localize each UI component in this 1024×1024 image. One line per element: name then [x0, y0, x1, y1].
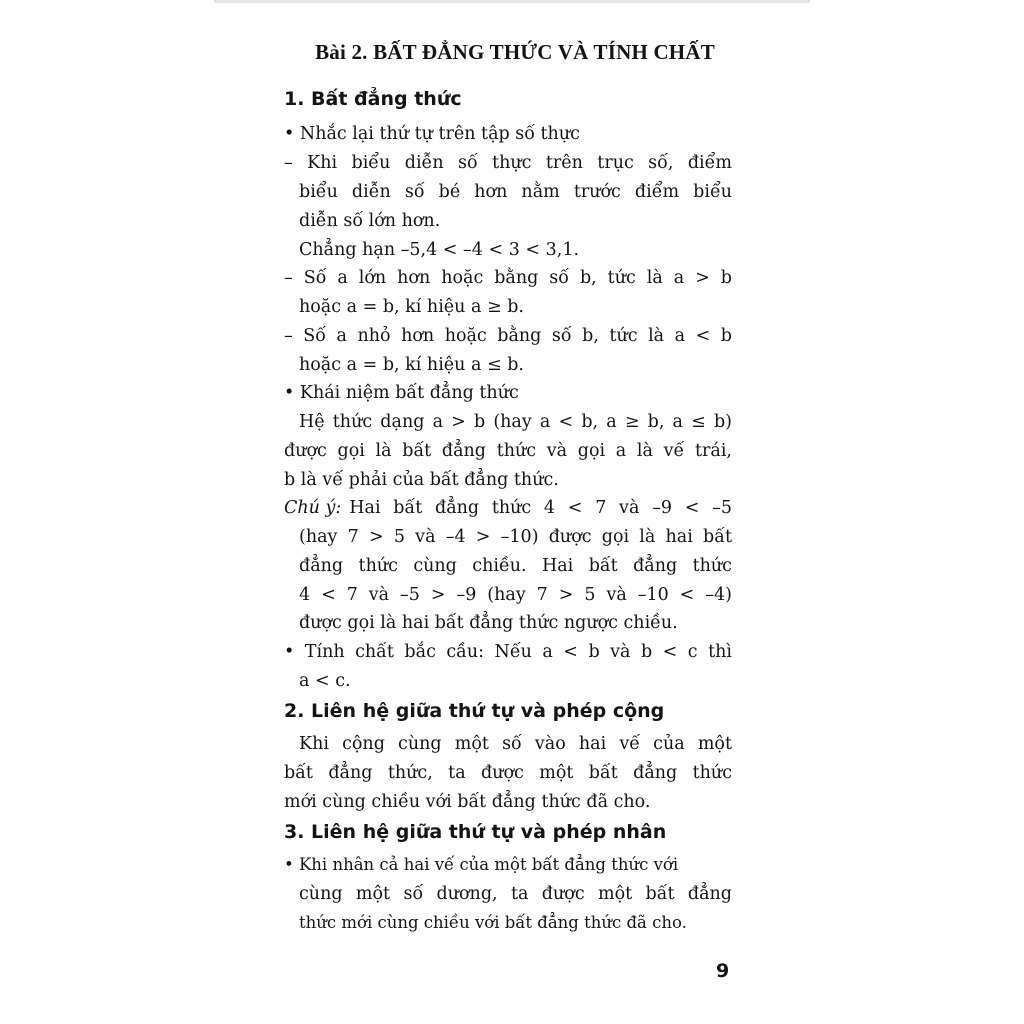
s1-line-11: Hệ thức dạng a > b (hay a < b, a ≥ b, a ≤ b) [299, 412, 732, 432]
section-3-heading: 3. Liên hệ giữa thứ tự và phép nhân [284, 821, 667, 843]
s1-line-8: – Số a nhỏ hơn hoặc bằng số b, tức là a < b [284, 326, 732, 346]
s3-line-2: cùng một số dương, ta được một bất đẳng [299, 884, 732, 904]
section-2-heading: 2. Liên hệ giữa thứ tự và phép cộng [284, 700, 665, 722]
s1-line-5: Chẳng hạn –5,4 < –4 < 3 < 3,1. [299, 240, 580, 260]
lesson-title: Bài 2. BẤT ĐẲNG THỨC VÀ TÍNH CHẤT [315, 40, 715, 64]
s1-line-13: b là vế phải của bất đẳng thức. [284, 470, 559, 490]
s1-line-4: diễn số lớn hơn. [299, 211, 441, 231]
s1-line-3: biểu diễn số bé hơn nằm trước điểm biểu [299, 182, 732, 202]
s1-line-6: – Số a lớn hơn hoặc bằng số b, tức là a > b [284, 268, 732, 288]
s1-note-row [284, 496, 732, 520]
s1-line-10: • Khái niệm bất đẳng thức [284, 383, 519, 403]
s2-line-1: Khi cộng cùng một số vào hai vế của một [299, 734, 732, 754]
s1-line-12: được gọi là bất đẳng thức và gọi a là vế trái, [284, 441, 732, 461]
s3-line-1: • Khi nhân cả hai vế của một bất đẳng thức với [284, 855, 679, 874]
section-1-heading: 1. Bất đẳng thức [284, 88, 462, 110]
note-label: Chú ý: [284, 498, 342, 518]
s1-line-17: 4 < 7 và –5 > –9 (hay 7 > 5 và –10 < –4) [299, 585, 732, 605]
s1-line-18: được gọi là hai bất đẳng thức ngược chiều. [299, 613, 678, 633]
s1-line-19: • Tính chất bắc cầu: Nếu a < b và b < c thì [284, 642, 732, 662]
s3-line-3: thức mới cùng chiều với bất đẳng thức đã cho. [299, 913, 687, 932]
s1-line-7: hoặc a = b, kí hiệu a ≥ b. [299, 297, 524, 317]
s1-line-20: a < c. [299, 671, 351, 691]
s1-line-14: Hai bất đẳng thức 4 < 7 và –9 < –5 [349, 498, 732, 518]
s1-line-16: đẳng thức cùng chiều. Hai bất đẳng thức [299, 556, 732, 576]
s1-line-1: • Nhắc lại thứ tự trên tập số thực [284, 124, 580, 144]
s1-line-15: (hay 7 > 5 và –4 > –10) được gọi là hai bất [299, 527, 732, 547]
s1-line-2: – Khi biểu diễn số thực trên trục số, điểm [284, 153, 732, 173]
page-number: 9 [716, 960, 730, 982]
s1-line-9: hoặc a = b, kí hiệu a ≤ b. [299, 355, 524, 375]
s2-line-3: mới cùng chiều với bất đẳng thức đã cho. [284, 792, 651, 812]
s2-line-2: bất đẳng thức, ta được một bất đẳng thức [284, 763, 732, 783]
